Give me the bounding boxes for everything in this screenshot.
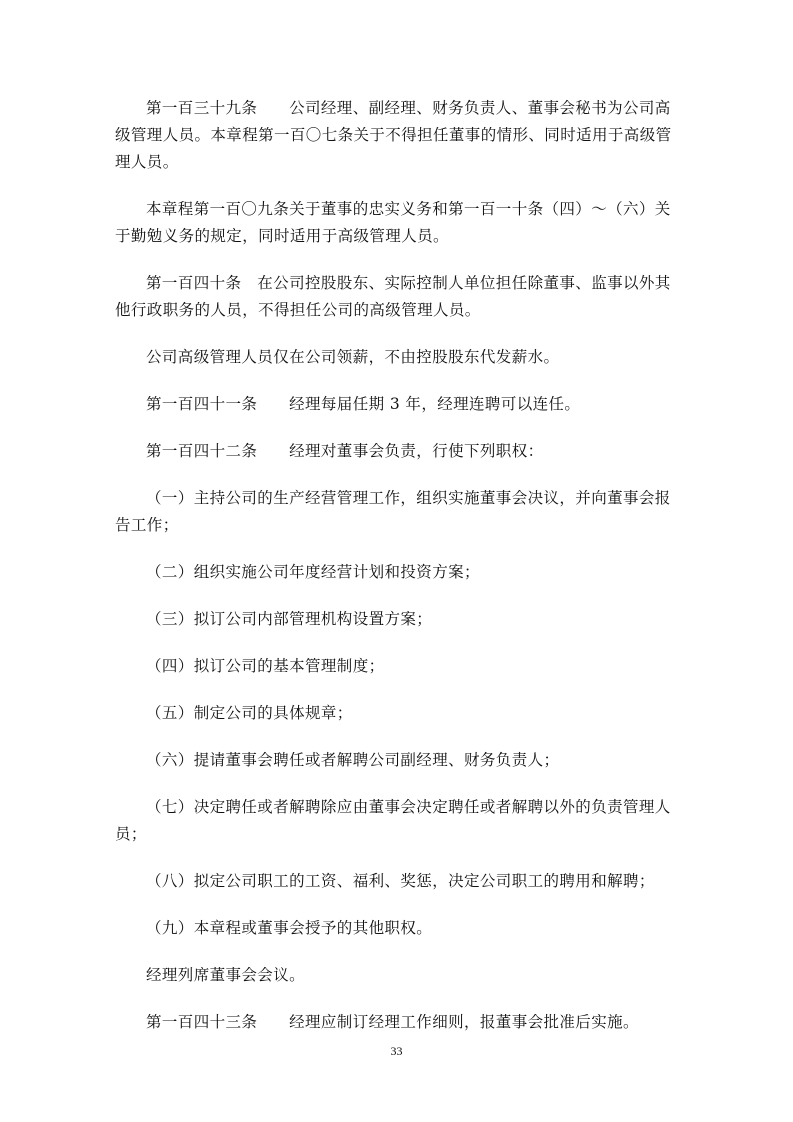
duty-item-1: （一）主持公司的生产经营管理工作，组织实施董事会决议，并向董事会报告工作；: [115, 489, 671, 534]
loyalty-diligence-paragraph: 本章程第一百〇九条关于董事的忠实义务和第一百一十条（四）～（六）关于勤勉义务的规定，同时适用于高级管理人员。: [115, 200, 671, 245]
duty-item-3: （三）拟订公司内部管理机构设置方案；: [146, 610, 433, 628]
board-meeting-paragraph: 经理列席董事会会议。: [146, 966, 306, 984]
article-142-paragraph: 第一百四十二条 经理对董事会负责，行使下列职权：: [146, 442, 544, 460]
page-number: 33: [390, 1044, 403, 1058]
duty-item-2: （二）组织实施公司年度经营计划和投资方案；: [146, 563, 480, 581]
duty-item-7: （七）决定聘任或者解聘除应由董事会决定聘任或者解聘以外的负责管理人员；: [115, 798, 671, 843]
article-140-paragraph: 第一百四十条 在公司控股股东、实际控制人单位担任除董事、监事以外其他行政职务的人员，不得担任公司的高级管理人员。: [115, 274, 671, 319]
document-body: [115, 95, 680, 1036]
salary-paragraph: 公司高级管理人员仅在公司领薪，不由控股股东代发薪水。: [146, 348, 560, 366]
duty-item-4: （四）拟订公司的基本管理制度；: [146, 657, 385, 675]
article-141-paragraph: 第一百四十一条 经理每届任期 3 年，经理连聘可以连任。: [146, 395, 581, 413]
duty-item-5: （五）制定公司的具体规章；: [146, 704, 353, 722]
article-139-paragraph: 第一百三十九条 公司经理、副经理、财务负责人、董事会秘书为公司高级管理人员。本章程第一百〇七条关于不得担任董事的情形、同时适用于高级管理人员。: [115, 99, 672, 171]
duty-item-9: （九）本章程或董事会授予的其他职权。: [146, 919, 433, 937]
duty-item-8: （八）拟定公司职工的工资、福利、奖惩，决定公司职工的聘用和解聘；: [146, 872, 655, 890]
duty-item-6: （六）提请董事会聘任或者解聘公司副经理、财务负责人；: [146, 751, 560, 769]
article-143-paragraph: 第一百四十三条 经理应制订经理工作细则，报董事会批准后实施。: [146, 1013, 639, 1031]
